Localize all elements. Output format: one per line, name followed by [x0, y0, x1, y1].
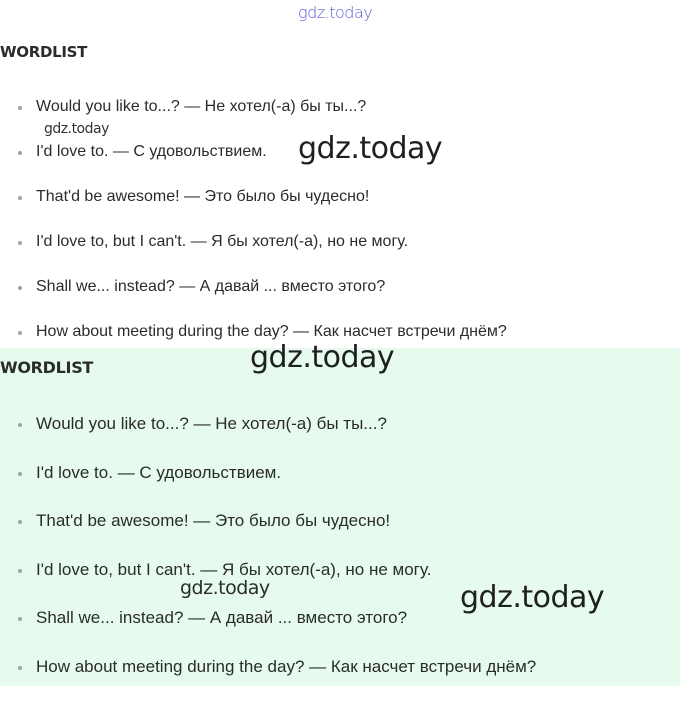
- section-heading: WORDLIST: [0, 43, 87, 61]
- list-item: [18, 558, 536, 607]
- list-item-text: How about meeting during the day? — Как насчет встречи днём?: [36, 323, 507, 340]
- watermark-large: gdz.today: [250, 340, 394, 375]
- list-item: [18, 231, 507, 276]
- list-item-text: That'd be awesome! — Это было бы чудесно!: [36, 188, 369, 205]
- bullet-icon: [18, 666, 22, 670]
- bullet-icon: [18, 423, 22, 427]
- list-item: [18, 606, 536, 655]
- list-item-text: I'd love to. — С удовольствием.: [36, 463, 281, 482]
- list-item: [18, 412, 536, 461]
- bullet-icon: [18, 241, 22, 245]
- list-item-text: I'd love to, but I can't. — Я бы хотел(-а), но не могу.: [36, 233, 408, 250]
- wordlist-section-top: [0, 0, 680, 348]
- list-item: [18, 96, 507, 141]
- bullet-icon: [18, 286, 22, 290]
- bullet-icon: [18, 569, 22, 573]
- list-item-text: Shall we... instead? — А давай ... вместо этого?: [36, 278, 385, 295]
- list-item: [18, 461, 536, 510]
- watermark-small: gdz.today: [180, 577, 270, 599]
- watermark-small: gdz.today: [44, 121, 109, 137]
- list-item-text: How about meeting during the day? — Как насчет встречи днём?: [36, 657, 536, 676]
- list-item: [18, 509, 536, 558]
- bullet-icon: [18, 472, 22, 476]
- list-item-text: That'd be awesome! — Это было бы чудесно!: [36, 511, 390, 530]
- list-item-text: Would you like to...? — Не хотел(-а) бы ты...?: [36, 98, 366, 115]
- wordlist-section-bottom: [0, 348, 680, 686]
- list-item-text: Would you like to...? — Не хотел(-а) бы ты...?: [36, 414, 387, 433]
- watermark-large: gdz.today: [460, 580, 604, 615]
- list-item: [18, 276, 507, 321]
- bullet-icon: [18, 520, 22, 524]
- bullet-icon: [18, 196, 22, 200]
- section-heading: WORDLIST: [0, 358, 93, 377]
- bullet-icon: [18, 106, 22, 110]
- list-item: [18, 655, 536, 703]
- list-item-text: I'd love to. — С удовольствием.: [36, 143, 267, 160]
- wordlist: [18, 96, 507, 366]
- watermark-top: gdz.today: [298, 3, 372, 22]
- wordlist: [18, 412, 536, 703]
- bullet-icon: [18, 331, 22, 335]
- list-item: [18, 186, 507, 231]
- list-item: [18, 141, 507, 186]
- list-item-text: I'd love to, but I can't. — Я бы хотел(-а), но не могу.: [36, 560, 431, 579]
- bullet-icon: [18, 617, 22, 621]
- bullet-icon: [18, 151, 22, 155]
- watermark-large: gdz.today: [298, 131, 442, 166]
- list-item-text: Shall we... instead? — А давай ... вместо этого?: [36, 608, 407, 627]
